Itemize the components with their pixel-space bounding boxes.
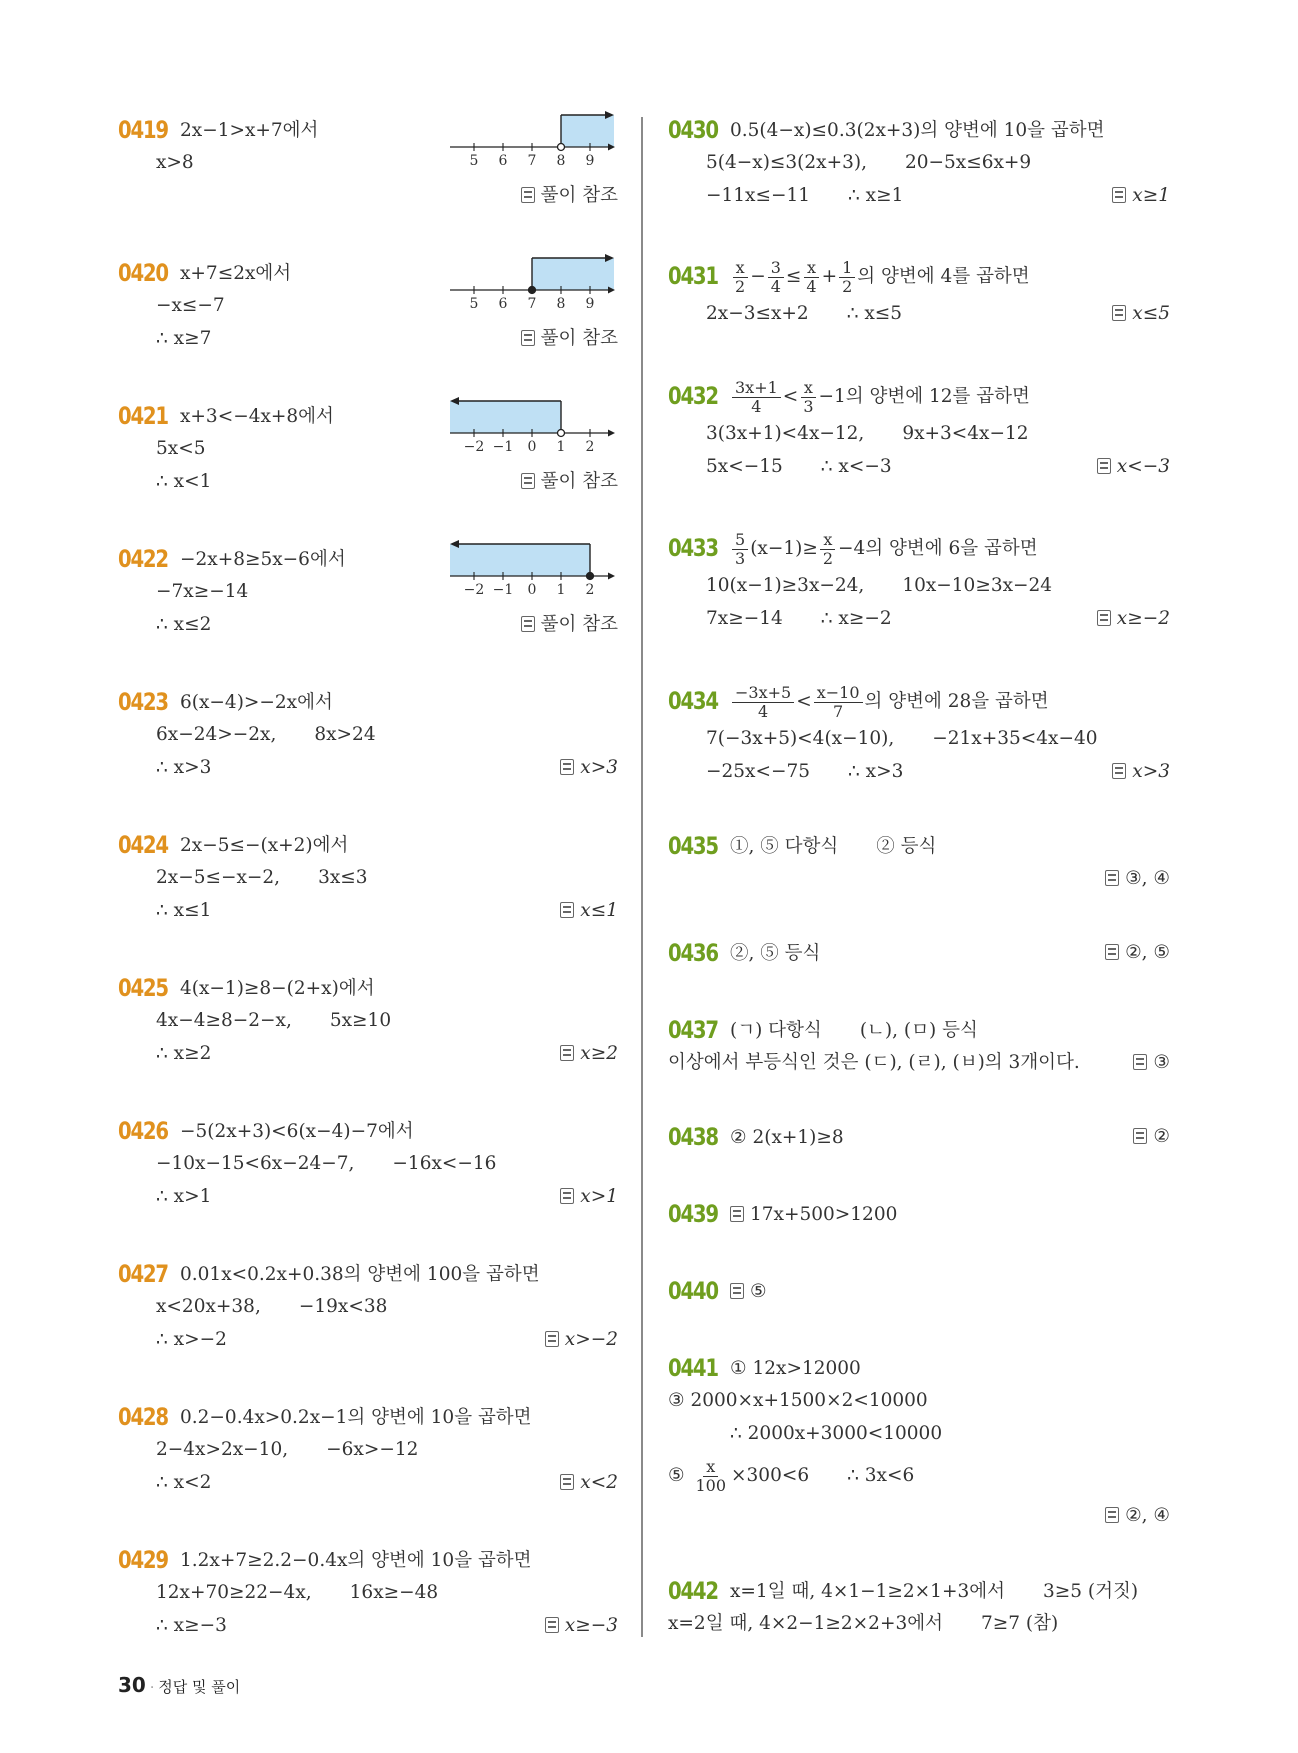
number-line xyxy=(448,395,616,459)
tick-label: 7 xyxy=(527,296,537,312)
solution-line: 0.5(4−x)≤0.3(2x+3)의 양변에 10을 곱하면 xyxy=(730,120,1105,141)
solution-line: x=1일 때, 4×1−1≥2×1+3에서 xyxy=(730,1581,1005,1602)
answer-text: ②, ④ xyxy=(1125,1505,1170,1526)
answer xyxy=(560,898,618,924)
solution-line: x+7≤2x에서 xyxy=(180,263,292,284)
problem-number: 0438 xyxy=(668,1123,718,1151)
answer-text: 풀이 참조 xyxy=(540,185,618,206)
open-dot xyxy=(558,144,565,151)
problem-number: 0420 xyxy=(118,259,168,287)
answer-text: ⑤ xyxy=(750,1281,767,1302)
solution-line: 5(4−x)≤3(2x+3), 20−5x≤6x+9 xyxy=(706,152,1032,173)
answer-text: 풀이 참조 xyxy=(540,614,618,635)
answer-text: x>−2 xyxy=(564,1329,618,1350)
solution-line: 10(x−1)≥3x−24, 10x−10≥3x−24 xyxy=(706,575,1053,596)
solution-line: ② 2(x+1)≥8 xyxy=(730,1127,844,1148)
answer-text: x>3 xyxy=(1132,761,1170,782)
solution-line: 의 양변에 28을 곱하면 xyxy=(864,691,1049,712)
solution-line: 2x−5≤−x−2, 3x≤3 xyxy=(156,867,368,888)
solution-line: ∴ x>−2 xyxy=(156,1329,227,1350)
problem-number: 0425 xyxy=(118,974,168,1002)
tick-label: −2 xyxy=(463,582,485,598)
tick-label: 5 xyxy=(469,153,479,169)
solution-line: −25x<−75 ∴ x>3 xyxy=(706,761,904,782)
answer-icon xyxy=(560,759,574,775)
number-line xyxy=(448,109,616,173)
answer-text: x≤5 xyxy=(1132,303,1170,324)
problem-number: 0439 xyxy=(668,1200,718,1228)
answer-icon xyxy=(545,1617,559,1633)
solution-line: −5(2x+3)<6(x−4)−7에서 xyxy=(180,1121,414,1142)
answer-text: x≥2 xyxy=(580,1043,618,1064)
tick-label: 1 xyxy=(556,582,566,598)
solution-line: ∴ x>1 xyxy=(156,1186,212,1207)
answer-icon xyxy=(1112,187,1126,203)
solution-line: ∴ x≤2 xyxy=(156,614,212,635)
solution-line: (ㄱ) 다항식 xyxy=(730,1020,822,1041)
axis-arrow-icon xyxy=(608,573,615,580)
separator-dot: · xyxy=(149,1680,155,1696)
answer xyxy=(1105,940,1170,966)
fraction: $\frac{3x+1}{4}$ xyxy=(732,379,781,416)
solution-line: −2x+8≥5x−6에서 xyxy=(180,549,346,570)
answer-icon xyxy=(521,187,535,203)
answer-icon xyxy=(1133,1128,1147,1144)
tick-label: 7 xyxy=(527,153,537,169)
solution-line: x>8 xyxy=(156,152,194,173)
tick-label: 1 xyxy=(556,439,566,455)
solution-line: ∴ x≤1 xyxy=(156,900,212,921)
answer xyxy=(560,1470,618,1496)
solution-line: −1의 양변에 12를 곱하면 xyxy=(818,386,1030,407)
solution-line: 7(−3x+5)<4(x−10), −21x+35<4x−40 xyxy=(706,728,1098,749)
fraction: $\frac{x}{2}$ xyxy=(820,531,836,568)
answer xyxy=(1112,301,1170,327)
solution-line: −4의 양변에 6을 곱하면 xyxy=(838,538,1038,559)
answer-text: 풀이 참조 xyxy=(540,471,618,492)
answer xyxy=(1133,1124,1170,1150)
answer-text: x<−3 xyxy=(1116,456,1170,477)
answer-icon xyxy=(560,1474,574,1490)
problem-number: 0426 xyxy=(118,1117,168,1145)
answer-text: x≥−2 xyxy=(1116,608,1170,629)
solution-line: 2−4x>2x−10, −6x>−12 xyxy=(156,1439,419,1460)
answer-icon xyxy=(730,1283,744,1299)
problem-number: 0433 xyxy=(668,534,718,562)
problem-number: 0424 xyxy=(118,831,168,859)
answer xyxy=(545,1327,618,1353)
problem-number: 0434 xyxy=(668,687,718,715)
problem-number: 0428 xyxy=(118,1403,168,1431)
answer-text: x≥1 xyxy=(1132,185,1170,206)
answer-text: ②, ⑤ xyxy=(1125,942,1170,963)
tick-label: 0 xyxy=(527,582,537,598)
solution-line: 이상에서 부등식인 것은 (ㄷ), (ㄹ), (ㅂ)의 3개이다. xyxy=(668,1052,1080,1073)
open-dot xyxy=(558,430,565,437)
solution-line: ∴ x<2 xyxy=(156,1472,212,1493)
axis-arrow-icon xyxy=(608,430,615,437)
closed-dot xyxy=(529,287,536,294)
solution-line: 4(x−1)≥8−(2+x)에서 xyxy=(180,978,375,999)
problem-number: 0422 xyxy=(118,545,168,573)
fraction: $\frac{3}{4}$ xyxy=(768,259,784,296)
problem-number: 0427 xyxy=(118,1260,168,1288)
solution-line: ∴ 2000x+3000<10000 xyxy=(730,1423,943,1444)
answer xyxy=(560,1041,618,1067)
tick-label: 6 xyxy=(498,153,508,169)
fraction: $\frac{1}{2}$ xyxy=(839,259,855,296)
answer xyxy=(1112,183,1170,209)
tick-label: 2 xyxy=(585,439,595,455)
answer-icon xyxy=(1105,870,1119,886)
solution-line: x<20x+38, −19x<38 xyxy=(156,1296,388,1317)
answer xyxy=(521,469,618,495)
answer-icon xyxy=(545,1331,559,1347)
tick-label: 9 xyxy=(585,153,595,169)
answer-icon xyxy=(1105,1507,1119,1523)
problem-number: 0431 xyxy=(668,262,718,290)
problem-number: 0442 xyxy=(668,1577,718,1605)
solution-line: x=2일 때, 4×2−1≥2×2+3에서 7≥7 (참) xyxy=(668,1613,1059,1634)
answer-icon xyxy=(730,1206,744,1222)
problem-number: 0441 xyxy=(668,1354,718,1382)
answer xyxy=(521,326,618,352)
solution-region xyxy=(450,544,590,576)
number-line xyxy=(448,538,616,602)
problem-number: 0421 xyxy=(118,402,168,430)
tick-label: 8 xyxy=(556,296,566,312)
answer-text: x>3 xyxy=(580,757,618,778)
solution-line: ∴ x≥7 xyxy=(156,328,212,349)
solution-line: 7x≥−14 ∴ x≥−2 xyxy=(706,608,892,629)
solution-line: ⑤ $\frac{x}{100}$ ×300<6 ∴ 3x<6 xyxy=(668,1456,915,1495)
problem-number: 0436 xyxy=(668,939,718,967)
answer xyxy=(560,755,618,781)
tick-label: 0 xyxy=(527,439,537,455)
page-number: 30 xyxy=(118,1673,146,1697)
answer-icon xyxy=(1105,944,1119,960)
answer-text: x≤1 xyxy=(580,900,618,921)
page: 0419 2x−1>x+7에서 x>8 5 6 7 8 9 풀이 참조 0420 x+7≤2x에서 −x≤−7 ∴ x≥7 5 6 7 8 9 풀이 참조 0421 x+3<−4x+8에서 5x<5 ∴ x<1 −2 −1 0 1 2 풀이 참조 0422 −2x+8≥5x−6에서 −7x≥−14 ∴ x≤2 −2 −1 0 1 2 풀이 참조 0423 6(x−4)>−2x에서 6x−24>−2x, 8x>24 ∴ x>3 x>3 0424 2x−5≤−(x+2)에서 2x−5≤−x−2, 3x≤3 ∴ x≤1 x≤1 0425 4(x−1)≥8−(2+x)에서 4x−4≥8−2−x, 5x≥10 ∴ x≥2 x≥2 0426 −5(2x+3)<6(x−4)−7에서 −10x−15<6x−24−7, −16x<−16 ∴ x>1 x>1 0427 0.01x<0.2x+0.38의 양변에 100을 곱하면 x<20x+38, −19x<38 ∴ x>−2 x>−2 0428 0.2−0.4x>0.2x−1의 양변에 10을 곱하면 2−4x>2x−10, −6x>−12 ∴ x<2 x<2 0429 1.2x+7≥2.2−0.4x의 양변에 10을 곱하면 12x+70≥22−4x, 16x≥−48 ∴ x≥−3 x≥−3 0430 0.5(4−x)≤0.3(2x+3)의 양변에 10을 곱하면 5(4−x)≤3(2x+3), 20−5x≤6x+9 −11x≤−11 ∴ x≥1 x≥1 0431 $\frac{x}{2}$ − $\frac{3}{4}$ ≤ $\frac{x}{4}$ + $\frac{1}{2}$ 의 양변에 4를 곱하면 2x−3≤x+2 ∴ x≤5 x≤5 0432 $\frac{3x+1}{4}$ < $\frac{x}{3}$ −1의 양변에 12를 곱하면 3(3x+1)<4x−12, 9x+3<4x−12 5x<−15 ∴ x<−3 x<−3 0433 $\frac{5}{3}$ (x−1)≥ $\frac{x}{2}$ −4의 양변에 6을 곱하면 10(x−1)≥3x−24, 10x−10≥3x−24 7x≥−14 ∴ x≥−2 x≥−2 0434 $\frac{-3x+5}{4}$ < $\frac{x-10}{7}$ 의 양변에 28을 곱하면 7(−3x+5)<4(x−10), −21x+35<4x−40 −25x<−75 ∴ x>3 x>3 0435 ①, ⑤ 다항식 ② 등식 ③, ④ 0436 ②, ⑤ 등식 ②, ⑤ 0437 (ㄱ) 다항식 (ㄴ), (ㅁ) 등식 이상에서 부등식인 것은 (ㄷ), (ㄹ), (ㅂ)의 3개이다. ③ 0438 ② 2(x+1)≥8 ② 0439 17x+500>1200 0440 ⑤ 0441 ① 12x>12000 ③ 2000×x+1500×2<10000 ∴ 2000x+3000<10000 ⑤ $\frac{x}{100}$ ×300<6 ∴ 3x<6 ②, ④ 0442 x=1일 때, 4×1−1≥2×1+3에서 3≥5 (거짓) x=2일 때, 4×2−1≥2×2+3에서 7≥7 (참) 30 · 정답 및 풀이 xyxy=(0,0,1298,1753)
problem-number: 0435 xyxy=(668,832,718,860)
answer-icon xyxy=(1097,458,1111,474)
solution-line: 4x−4≥8−2−x, 5x≥10 xyxy=(156,1010,392,1031)
solution-line: 12x+70≥22−4x, 16x≥−48 xyxy=(156,1582,439,1603)
solution-region xyxy=(532,258,614,290)
solution-line: ③ 2000×x+1500×2<10000 xyxy=(668,1390,928,1411)
answer xyxy=(1105,1503,1170,1529)
tick-label: −1 xyxy=(492,582,514,598)
solution-line: 2x−5≤−(x+2)에서 xyxy=(180,835,349,856)
footer-label: 정답 및 풀이 xyxy=(158,1678,241,1696)
answer-text: x≥−3 xyxy=(564,1615,618,1636)
answer-text: x>1 xyxy=(580,1186,618,1207)
answer xyxy=(545,1613,618,1639)
solution-line: 6x−24>−2x, 8x>24 xyxy=(156,724,376,745)
solution-line: x+3<−4x+8에서 xyxy=(180,406,334,427)
answer-text: 17x+500>1200 xyxy=(750,1204,898,1225)
solution-line: −11x≤−11 ∴ x≥1 xyxy=(706,185,904,206)
tick-label: −1 xyxy=(492,439,514,455)
fraction: $\frac{x}{2}$ xyxy=(732,259,748,296)
answer-icon xyxy=(521,473,535,489)
page-footer xyxy=(118,1673,240,1697)
solution-line: ∴ x>3 xyxy=(156,757,212,778)
answer-icon xyxy=(521,616,535,632)
solution-line: 1.2x+7≥2.2−0.4x의 양변에 10을 곱하면 xyxy=(180,1550,532,1571)
solution-line: 6(x−4)>−2x에서 xyxy=(180,692,333,713)
solution-line: 0.2−0.4x>0.2x−1의 양변에 10을 곱하면 xyxy=(180,1407,532,1428)
answer xyxy=(1133,1050,1170,1076)
answer-icon xyxy=(560,902,574,918)
solution-line: ∴ x≥−3 xyxy=(156,1615,227,1636)
fraction: $\frac{x}{4}$ xyxy=(803,259,819,296)
tick-label: 6 xyxy=(498,296,508,312)
fraction: $\frac{x}{100}$ xyxy=(695,1456,727,1495)
closed-dot xyxy=(587,573,594,580)
answer xyxy=(1112,759,1170,785)
answer-text: ② xyxy=(1153,1126,1170,1147)
tick-label: 9 xyxy=(585,296,595,312)
solution-line: 의 양변에 4를 곱하면 xyxy=(857,266,1030,287)
tick-label: 2 xyxy=(585,582,595,598)
solution-region xyxy=(561,115,614,147)
fraction: $\frac{5}{3}$ xyxy=(732,531,748,568)
solution-line: 5x<−15 ∴ x<−3 xyxy=(706,456,892,477)
answer xyxy=(1105,866,1170,892)
fraction: $\frac{x-10}{7}$ xyxy=(814,684,863,721)
solution-line: 2x−3≤x+2 ∴ x≤5 xyxy=(706,303,903,324)
answer-text: x<2 xyxy=(580,1472,618,1493)
solution-line: ∴ x≥2 xyxy=(156,1043,212,1064)
problem-number: 0437 xyxy=(668,1016,718,1044)
fraction: $\frac{x}{3}$ xyxy=(800,379,816,416)
solution-line: −x≤−7 xyxy=(156,295,225,316)
fraction: $\frac{-3x+5}{4}$ xyxy=(732,684,794,721)
solution-line: 5x<5 xyxy=(156,438,206,459)
answer xyxy=(521,612,618,638)
solution-line: 2x−1>x+7에서 xyxy=(180,120,319,141)
answer-icon xyxy=(521,330,535,346)
answer-icon xyxy=(1112,305,1126,321)
solution-line: −10x−15<6x−24−7, −16x<−16 xyxy=(156,1153,497,1174)
answer-text: ③, ④ xyxy=(1125,868,1170,889)
number-line xyxy=(448,252,616,316)
solution-line: ∴ x<1 xyxy=(156,471,212,492)
answer-text: ③ xyxy=(1153,1052,1170,1073)
problem-number: 0429 xyxy=(118,1546,168,1574)
solution-line: ①, ⑤ 다항식 xyxy=(730,836,839,857)
answer-icon xyxy=(1097,610,1111,626)
answer xyxy=(521,183,618,209)
tick-label: −2 xyxy=(463,439,485,455)
answer-icon xyxy=(1133,1054,1147,1070)
problem-number: 0440 xyxy=(668,1277,718,1305)
answer xyxy=(1097,454,1170,480)
solution-region xyxy=(450,401,561,433)
tick-label: 8 xyxy=(556,153,566,169)
answer-icon xyxy=(560,1188,574,1204)
solution-line: −7x≥−14 xyxy=(156,581,249,602)
solution-line: ②, ⑤ 등식 xyxy=(730,943,821,964)
answer-icon xyxy=(1112,763,1126,779)
problem-number: 0432 xyxy=(668,382,718,410)
solution-line: 0.01x<0.2x+0.38의 양변에 100을 곱하면 xyxy=(180,1264,540,1285)
answer xyxy=(1097,606,1170,632)
problem-number: 0423 xyxy=(118,688,168,716)
solution-line: 3(3x+1)<4x−12, 9x+3<4x−12 xyxy=(706,423,1029,444)
tick-label: 5 xyxy=(469,296,479,312)
answer-icon xyxy=(560,1045,574,1061)
column-divider xyxy=(641,117,643,1637)
answer xyxy=(560,1184,618,1210)
answer-text: 풀이 참조 xyxy=(540,328,618,349)
problem-number: 0419 xyxy=(118,116,168,144)
problem-number: 0430 xyxy=(668,116,718,144)
solution-line: ① 12x>12000 xyxy=(730,1358,861,1379)
